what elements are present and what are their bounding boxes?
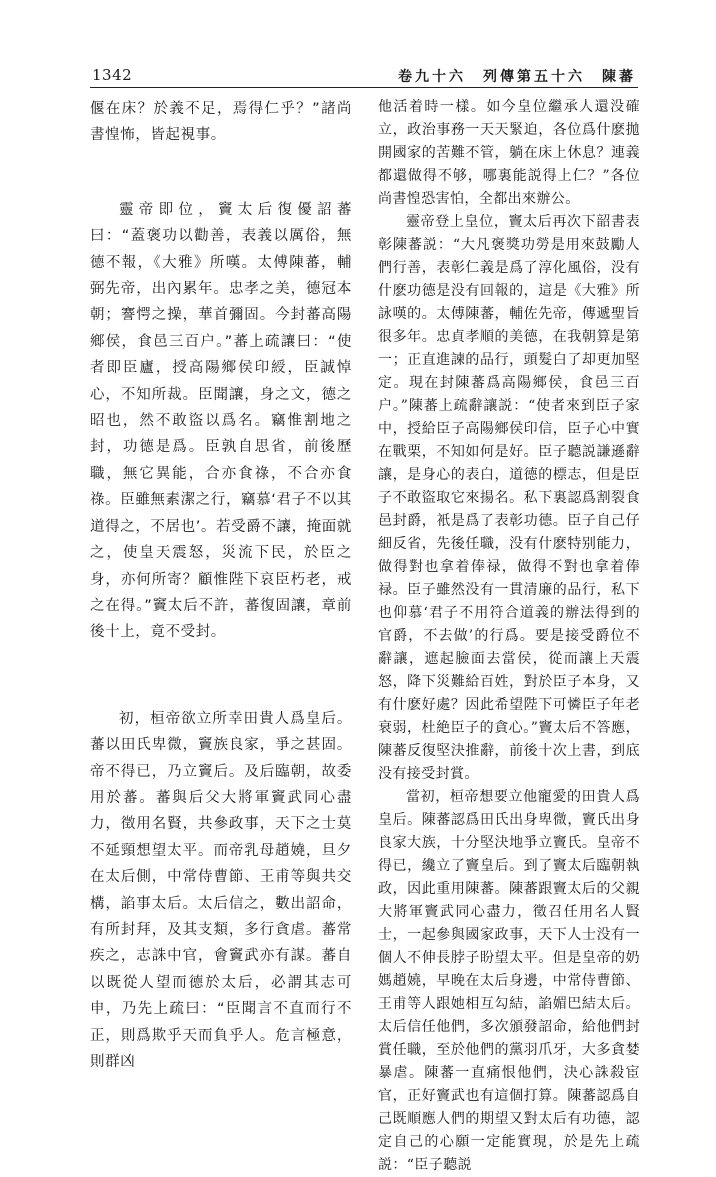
- classical-paragraph-1: 偃在床？於義不足，焉得仁乎？”諸尚書惶怖，皆起視事。: [90, 101, 352, 144]
- modern-translation-column: [378, 96, 640, 1173]
- page-header: [0, 0, 716, 100]
- running-head: 卷九十六 列傳第五十六 陳蕃: [398, 69, 636, 85]
- translation-paragraph-3: 當初，桓帝想要立他寵愛的田貴人爲皇后。陳蕃認爲田氏出身卑微，竇氏出身良家大族，十分堅決地爭立竇氏。皇帝不得已，纔立了竇皇后。到了竇太后臨朝執政，因此重用陳蕃。陳蕃跟竇太后的父親大將軍竇武同心盡力，徵召任用名人賢士，一起參與國家政事，天下人士没有一個人不伸長脖子盼望太平。但是皇帝的奶媽趙嬈，早晚在太后身邊，中常侍曹節、王甫等人跟她相互勾結，諂媚巴結太后。太后信任他們，多次頒發詔命，給他們封賞任職，至於他們的黨羽爪牙，大多貪婪暴虐。陳蕃一直痛恨他們，決心誅殺宦官，正好竇武也有這個打算。陳蕃認爲自己既順應人們的期望又對太后有功德，認定自己的心願一定能實現，於是先上疏説：“臣子聽説: [378, 789, 640, 1173]
- translation-paragraph-1: 他活着時一樣。如今皇位繼承人還没確立，政治事務一天天緊迫，各位爲什麽拋開國家的苦難不管，躺在床上休息？連義都還做得不够，哪裏能説得上仁？”各位尚書惶恐害怕，全都出來辦公。: [378, 99, 640, 207]
- classical-paragraph-3: 初，桓帝欲立所幸田貴人爲皇后。蕃以田氏卑微，竇族良家，爭之甚固。帝不得已，乃立竇后。及后臨朝，故委用於蕃。蕃與后父大將軍竇武同心盡力，徵用名賢，共參政事，天下之士莫不延頸想望太平。而帝乳母趙嬈，旦夕在太后側，中常侍曹節、王甫等與共交構，諂事太后。太后信之，數出詔命，有所封拜，及其支類，多行貪虐。蕃常疾之，志誅中官，會竇武亦有謀。蕃自以既從人望而德於太后，必謂其志可申，乃先上疏曰：“臣聞言不直而行不正，則爲欺乎天而負乎人。危言極意，則群凶: [90, 710, 352, 1070]
- translation-paragraph-2: 靈帝登上皇位，竇太后再次下韶書表彰陳蕃説：“大凡褒獎功勞是用來鼓勵人們行善，表彰仁義是爲了淳化風俗，没有什麽功德是没有回報的，這是《大雅》所詠嘆的。太傅陳蕃，輔佐先帝，傳遞聖旨很多年。忠貞孝順的美德，在我朝算是第一；正直進諫的品行，頭髮白了却更加堅定。現在封陳蕃爲高陽鄉侯，食邑三百户。”陳蕃上疏辭讓説：“使者來到臣子家中，授給臣子高陽鄉侯印信，臣子心中實在戰栗，不知如何是好。臣子聽説謙遜辭讓，是身心的表白，道德的標志，但是臣子不敢盜取它來揚名。私下裏認爲割裂食邑封爵，衹是爲了表彰功德。臣子自己仔細反省，先後任職，没有什麽特别能力，做得對也拿着俸禄，做得不對也拿着俸禄。臣子雖然没有一貫清廉的品行，私下也仰慕‘君子不用符合道義的辦法得到的官爵，不去做’的行爲。要是接受爵位不辭讓，遮起臉面去當侯，從而讓上天震怒，降下災難給百姓，對於臣子本身，又有什麽好處？因此希望陛下可憐臣子年老衰弱，杜絶臣子的貪心。”竇太后不答應，陳蕃反復堅決推辭，前後十次上書，到底没有接受封賞。: [378, 214, 640, 782]
- classical-paragraph-2: 靈帝即位，竇太后復優詔蕃曰：“蓋褒功以勸善，表義以厲俗，無德不報，《大雅》所嘆。太傅陳蕃，輔弼先帝，出內累年。忠孝之美，德冠本朝；謇愕之操，華首彌固。今封蕃高陽鄉侯，食邑三百户。”蕃上疏讓曰：“使者即臣廬，授高陽鄉侯印綬，臣誠悼心，不知所裁。臣聞讓，身之文，德之昭也，然不敢盜以爲名。竊惟割地之封，功德是爲。臣孰自思省，前後歷職，無它異能，合亦食祿，不合亦食祿。臣雖無素潔之行，竊慕‘君子不以其道得之，不居也’。若受爵不讓，掩面就之，使皇天震怒，災流下民，於臣之身，亦何所寄？顧惟陛下哀臣朽老，戒之在得。”竇太后不許，蕃復固讓，章前後十上，竟不受封。: [90, 201, 352, 641]
- header-rule: [90, 87, 638, 88]
- classical-text-column: [90, 96, 352, 1070]
- page-number: 1342: [92, 66, 133, 84]
